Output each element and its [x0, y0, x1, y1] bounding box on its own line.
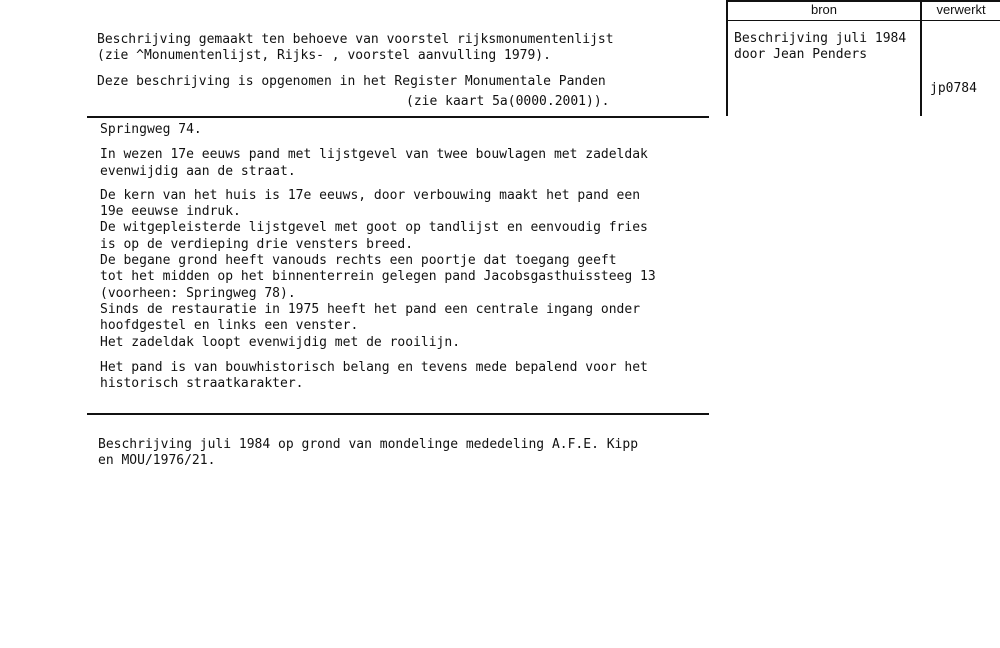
paragraph-line: hoofdgestel en links een venster.	[100, 318, 359, 334]
paragraph-line: In wezen 17e eeuws pand met lijstgevel van twee bouwlagen met zadeldak	[100, 147, 648, 163]
paragraph-line: 19e eeuwse indruk.	[100, 204, 241, 220]
address-line: Springweg 74.	[100, 122, 202, 137]
paragraph-line: is op de verdieping drie vensters breed.	[100, 236, 414, 252]
paragraph-line: De begane grond heeft vanouds rechts een poortje dat toegang geeft	[100, 253, 617, 269]
register-line: Deze beschrijving is opgenomen in het Register Monumentale Panden	[97, 74, 606, 89]
paragraph-2	[100, 188, 656, 351]
body-divider	[87, 413, 709, 415]
header-divider	[87, 116, 709, 118]
verwerkt-value: jp0784	[930, 81, 977, 96]
paragraph-line: De witgepleisterde lijstgevel met goot op tandlijst en eenvoudig fries	[100, 220, 648, 236]
intro-block	[97, 32, 614, 65]
table-header-rule	[726, 20, 1000, 21]
bron-value	[734, 31, 906, 64]
paragraph-1	[100, 147, 656, 180]
paragraph-line: historisch straatkarakter.	[100, 376, 304, 392]
paragraph-line: (voorheen: Springweg 78).	[100, 285, 296, 301]
bron-line: Beschrijving juli 1984	[734, 31, 907, 46]
verwerkt-header: verwerkt	[936, 2, 986, 17]
paragraph-line: De kern van het huis is 17e eeuws, door verbouwing maakt het pand een	[100, 187, 641, 203]
paragraph-line: Het zadeldak loopt evenwijdig met de rooilijn.	[100, 334, 461, 350]
paragraph-line: evenwijdig aan de straat.	[100, 163, 296, 179]
paragraph-3	[100, 360, 656, 393]
description-body	[100, 122, 656, 392]
paragraph-line: Sinds de restauratie in 1975 heeft het pand een centrale ingang onder	[100, 301, 641, 317]
intro-line: (zie ^Monumentenlijst, Rijks- , voorstel aanvulling 1979).	[97, 48, 551, 64]
bron-line: door Jean Penders	[734, 47, 868, 63]
intro-line: Beschrijving gemaakt ten behoeve van voorstel rijksmonumentenlijst	[97, 32, 614, 47]
footer-source	[98, 437, 638, 470]
kaart-line: (zie kaart 5a(0000.2001)).	[406, 94, 610, 109]
footer-line: Beschrijving juli 1984 op grond van mondelinge mededeling A.F.E. Kipp	[98, 437, 639, 452]
bron-header: bron	[810, 2, 838, 17]
footer-line: en MOU/1976/21.	[98, 453, 216, 469]
paragraph-line: Het pand is van bouwhistorisch belang en tevens mede bepalend voor het	[100, 359, 648, 375]
paragraph-line: tot het midden op het binnenterrein gelegen pand Jacobsgasthuissteeg 13	[100, 269, 656, 285]
